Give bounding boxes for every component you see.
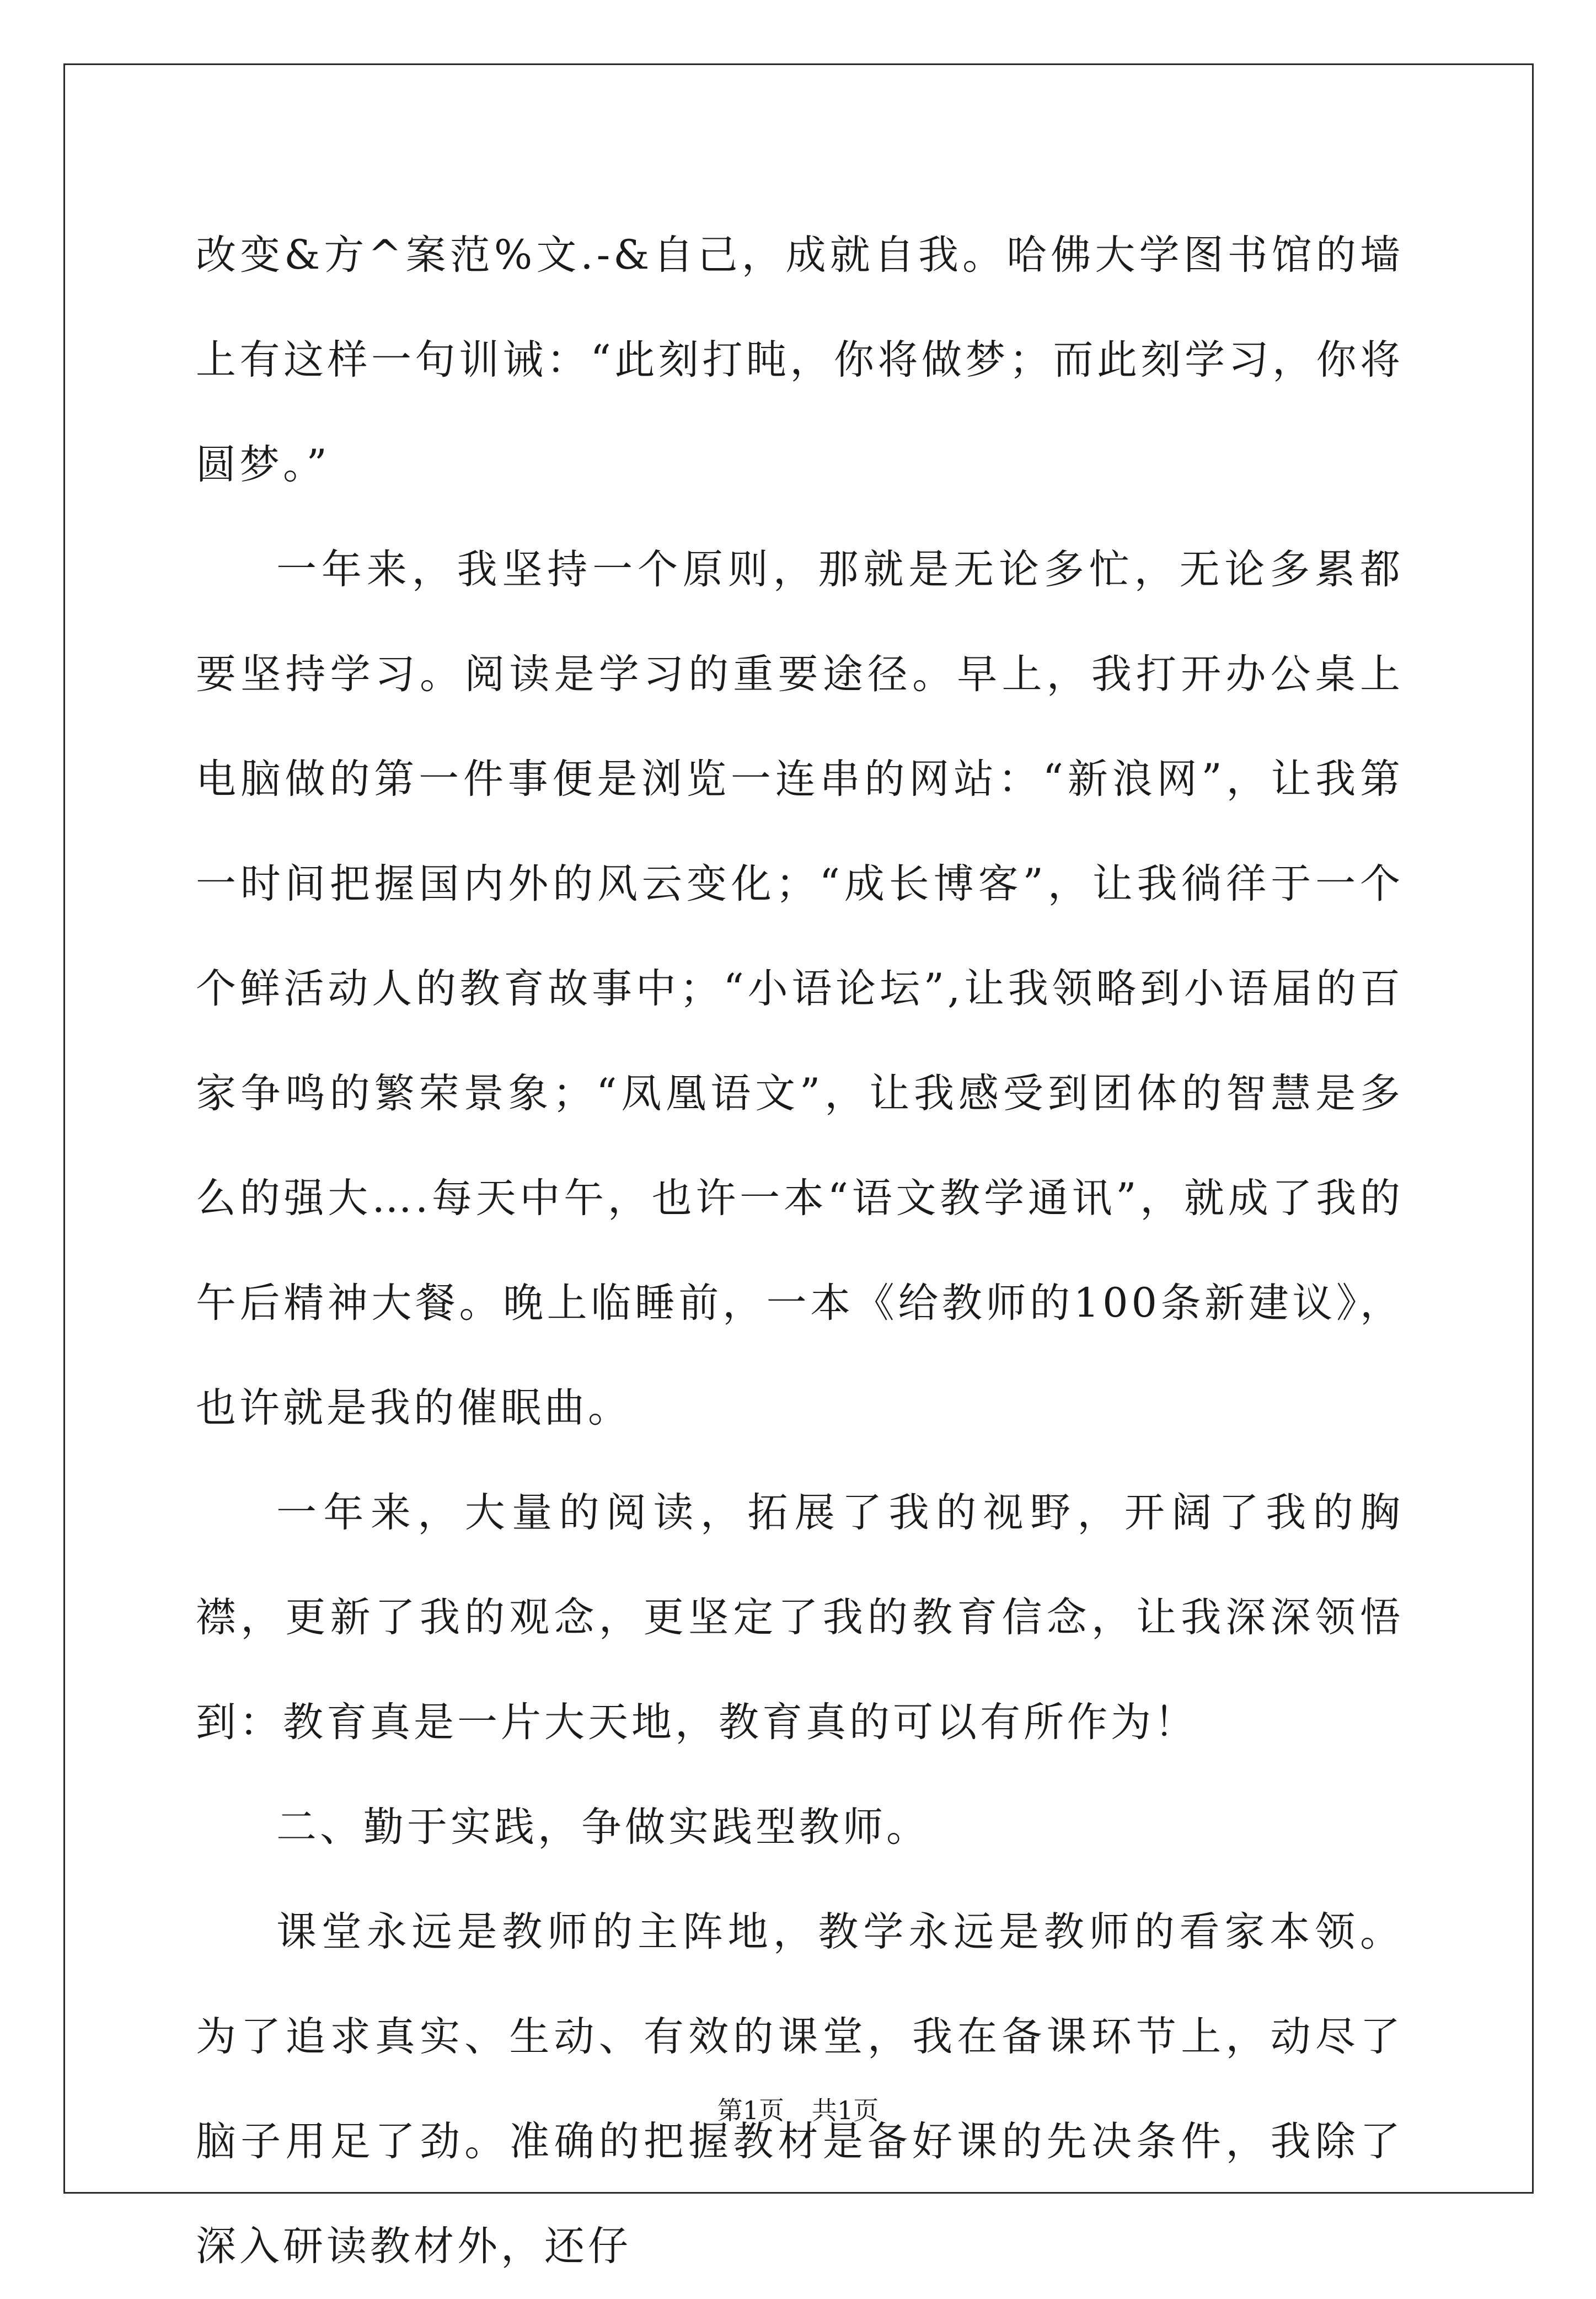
page-footer (0, 2091, 1596, 2127)
document-body (196, 203, 1404, 2299)
page-number-current: 第1页 (717, 2095, 784, 2125)
paragraph-classroom: 课堂永远是教师的主阵地，教学永远是教师的看家本领。为了追求真实、生动、有效的课堂，我在备课环节上，动尽了脑子用足了劲。准确的把握教材是备好课的先决条件，我除了深入研读教材外，还仔 (196, 1908, 1404, 2270)
paragraph-continuation: 改变&方^案范%文.-&自己，成就自我。哈佛大学图书馆的墙上有这样一句训诫：“此刻打盹，你将做梦；而此刻学习，你将圆梦。” (196, 232, 1404, 488)
paragraph-reading-benefits: 一年来，大量的阅读，拓展了我的视野，开阔了我的胸襟，更新了我的观念，更坚定了我的教育信念，让我深深领悟到：教育真是一片大天地，教育真的可以有所作为！ (196, 1489, 1404, 1746)
page-number-total: 共1页 (812, 2095, 879, 2125)
paragraph-reading-habits: 一年来，我坚持一个原则，那就是无论多忙，无论多累都要坚持学习。阅读是学习的重要途径。早上，我打开办公桌上电脑做的第一件事便是浏览一连串的网站：“新浪网”，让我第一时间把握国内外的风云变化；“成长博客”，让我徜徉于一个个鲜活动人的教育故事中；“小语论坛”,让我领略到小语届的百家争鸣的繁荣景象；“凤凰语文”，让我感受到团体的智慧是多么的强大….每天中午，也许一本“语文教学通讯”，就成了我的午后精神大餐。晚上临睡前，一本《给教师的100条新建议》，也许就是我的催眠曲。 (196, 546, 1404, 1431)
section-heading-practice: 二、勤于实践，争做实践型教师。 (276, 1804, 930, 1851)
